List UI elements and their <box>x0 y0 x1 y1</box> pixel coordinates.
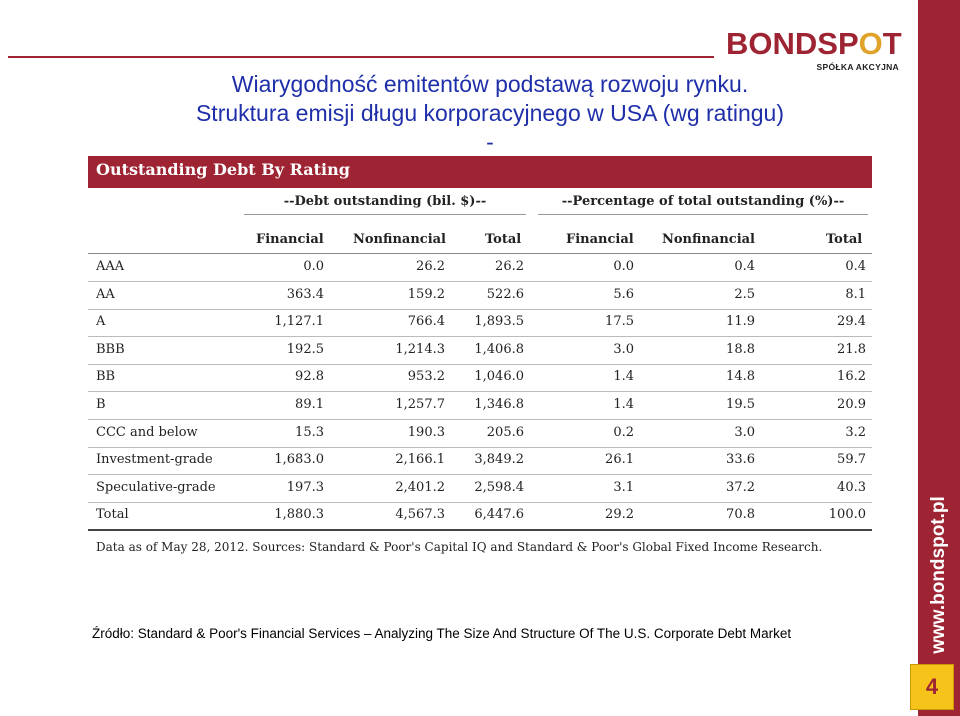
table-caption: Outstanding Debt By Rating <box>96 160 350 179</box>
source-note: Źródło: Standard & Poor's Financial Services – Analyzing The Size And Structure Of The U.S. Corporate Debt Market <box>92 626 792 641</box>
table-cell: 522.6 <box>486 286 524 302</box>
table-row <box>88 420 872 448</box>
table-cell: 1,406.8 <box>474 341 524 357</box>
row-rating-label: Investment-grade <box>96 452 213 468</box>
table-cell: 0.4 <box>734 259 755 274</box>
table-cell: 5.6 <box>613 286 634 302</box>
table-note: Data as of May 28, 2012. Sources: Standard & Poor's Capital IQ and Standard & Poor's Global Fixed Income Research. <box>96 540 823 554</box>
row-rating-label: BB <box>96 369 116 385</box>
header-divider <box>8 56 714 58</box>
logo-text-part2: SP <box>817 26 859 61</box>
table-cell: 33.6 <box>726 452 755 468</box>
table-cell: 26.2 <box>495 259 524 274</box>
table-cell: 190.3 <box>407 424 445 440</box>
table-cell: 1,880.3 <box>274 507 324 523</box>
table-cell: 0.2 <box>613 424 634 440</box>
table-cell: 17.5 <box>605 314 634 330</box>
logo-text-part1: BOND <box>726 26 818 61</box>
table-cell: 8.1 <box>845 286 866 302</box>
title-line-3: - <box>486 129 494 155</box>
row-rating-label: Total <box>96 507 129 523</box>
col-header-total-pct: Total <box>826 232 863 247</box>
col-header-total-debt: Total <box>485 232 522 247</box>
table-cell: 3.0 <box>613 341 634 357</box>
table-cell: 18.8 <box>726 341 755 357</box>
table-cell: 2,401.2 <box>395 479 445 495</box>
table-row <box>88 392 872 420</box>
table-cell: 1,683.0 <box>274 452 324 468</box>
table-cell: 766.4 <box>407 314 445 330</box>
title-line-1: Wiarygodność emitentów podstawą rozwoju rynku. <box>231 71 749 97</box>
table-caption-bar <box>88 156 872 188</box>
table-cell: 16.2 <box>837 369 866 385</box>
table-cell: 4,567.3 <box>395 507 445 523</box>
row-rating-label: CCC and below <box>96 424 198 440</box>
table-row <box>88 502 872 531</box>
table-cell: 2.5 <box>734 286 755 302</box>
table-cell: 15.3 <box>295 424 324 440</box>
table-cell: 37.2 <box>726 479 755 495</box>
logo-text-part3: T <box>882 26 902 61</box>
group-header-debt: --Debt outstanding (bil. $)-- <box>244 194 526 215</box>
table-cell: 0.0 <box>303 259 324 274</box>
table-cell: 59.7 <box>837 452 866 468</box>
table-cell: 2,166.1 <box>395 452 445 468</box>
table-cell: 19.5 <box>726 397 755 412</box>
table-cell: 26.1 <box>605 452 634 468</box>
table-row <box>88 254 872 282</box>
table-cell: 205.6 <box>486 424 524 440</box>
table-cell: 100.0 <box>828 507 866 523</box>
side-bar <box>918 0 960 716</box>
table-cell: 3,849.2 <box>474 452 524 468</box>
group-header-percentage: --Percentage of total outstanding (%)-- <box>538 194 868 215</box>
table-cell: 11.9 <box>726 314 755 330</box>
table-cell: 89.1 <box>295 397 324 412</box>
logo-subtitle: SPÓŁKA AKCYJNA <box>816 62 899 72</box>
row-rating-label: Speculative-grade <box>96 479 216 495</box>
table-row <box>88 364 872 392</box>
table-cell: 14.8 <box>726 369 755 385</box>
table-cell: 1,214.3 <box>395 341 445 357</box>
table-cell: 6,447.6 <box>474 507 524 523</box>
row-rating-label: AAA <box>96 259 125 274</box>
table-cell: 1,893.5 <box>474 314 524 330</box>
slide-title <box>90 70 890 157</box>
table-cell: 21.8 <box>837 341 866 357</box>
col-header-financial-pct: Financial <box>566 232 634 247</box>
table-cell: 0.0 <box>613 259 634 274</box>
row-rating-label: BBB <box>96 341 125 357</box>
logo-text-o: O <box>858 26 883 61</box>
website-url[interactable]: www.bondspot.pl <box>928 496 949 654</box>
table-cell: 20.9 <box>837 397 866 412</box>
table-cell: 3.1 <box>613 479 634 495</box>
bondspot-logo <box>726 28 911 76</box>
table-row <box>88 337 872 365</box>
table-cell: 40.3 <box>837 479 866 495</box>
table-cell: 159.2 <box>407 286 445 302</box>
col-header-financial-debt: Financial <box>256 232 324 247</box>
col-header-nonfinancial-debt: Nonfinancial <box>353 232 446 247</box>
debt-table <box>88 156 872 566</box>
table-cell: 363.4 <box>286 286 324 302</box>
table-cell: 70.8 <box>726 507 755 523</box>
table-cell: 0.4 <box>845 259 866 274</box>
table-row <box>88 475 872 503</box>
table-cell: 2,598.4 <box>474 479 524 495</box>
table-cell: 26.2 <box>416 259 445 274</box>
table-cell: 1,346.8 <box>474 397 524 412</box>
table-cell: 953.2 <box>407 369 445 385</box>
table-cell: 1,257.7 <box>395 397 445 412</box>
table-cell: 1,046.0 <box>474 369 524 385</box>
page-number: 4 <box>910 664 954 710</box>
table-cell: 192.5 <box>286 341 324 357</box>
table-cell: 3.2 <box>845 424 866 440</box>
table-cell: 1.4 <box>613 369 634 385</box>
row-rating-label: AA <box>96 286 115 302</box>
table-cell: 29.2 <box>605 507 634 523</box>
table-row <box>88 309 872 337</box>
table-cell: 29.4 <box>837 314 866 330</box>
table-cell: 92.8 <box>295 369 324 385</box>
table-row <box>88 282 872 310</box>
table-row <box>88 447 872 475</box>
col-header-nonfinancial-pct: Nonfinancial <box>662 232 755 247</box>
title-line-2: Struktura emisji długu korporacyjnego w USA (wg ratingu) <box>195 100 785 126</box>
row-rating-label: B <box>96 397 106 412</box>
table-cell: 3.0 <box>734 424 755 440</box>
table-cell: 1.4 <box>613 397 634 412</box>
table-cell: 197.3 <box>286 479 324 495</box>
row-rating-label: A <box>96 314 106 330</box>
table-cell: 1,127.1 <box>274 314 324 330</box>
